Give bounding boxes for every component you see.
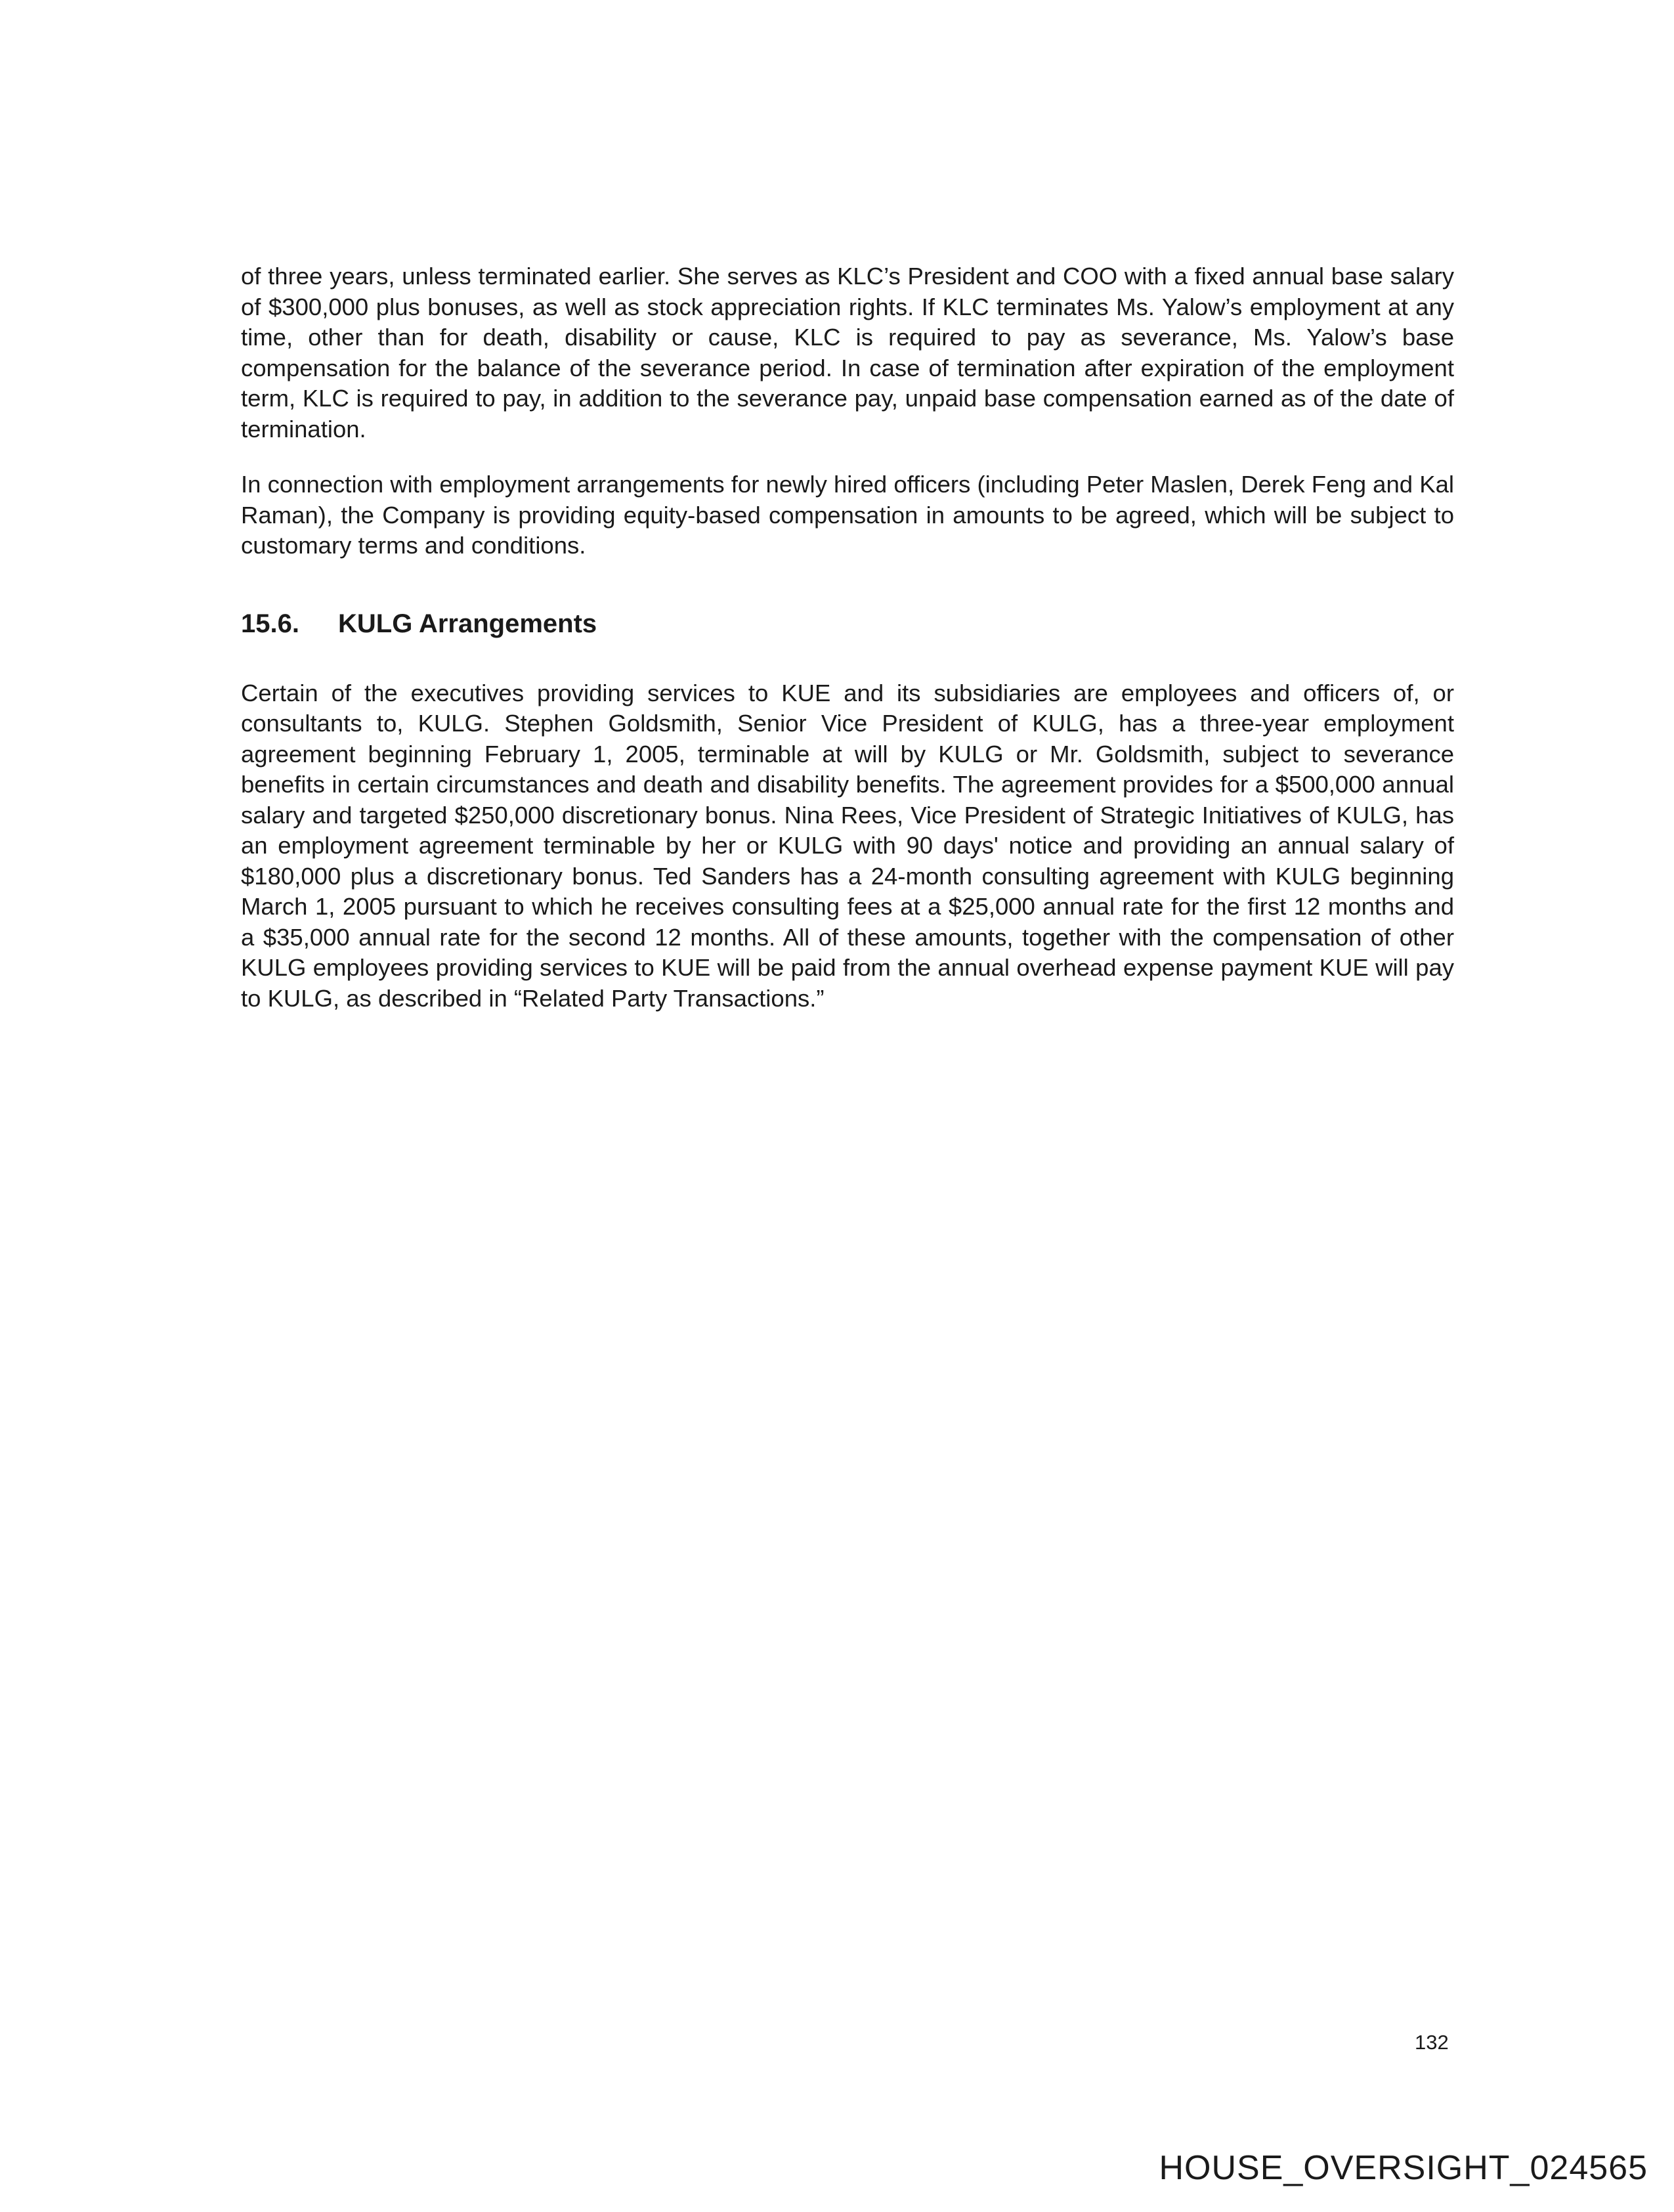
section-number: 15.6. — [241, 609, 299, 638]
section-heading — [241, 607, 1454, 640]
paragraph-kulg-arrangements: Certain of the executives providing services to KUE and its subsidiaries are employees and officers of, or consultants to, KULG. Stephen Goldsmith, Senior Vice President of KULG, has a three-year employment agreement beginning February 1, 2005, terminable at will by KULG or Mr. Goldsmith, subject to severance benefits in certain circumstances and death and disability benefits. The agreement provides for a $500,000 annual salary and targeted $250,000 discretionary bonus. Nina Rees, Vice President of Strategic Initiatives of KULG, has an employment agreement terminable by her or KULG with 90 days' notice and providing an annual salary of $180,000 plus a discretionary bonus. Ted Sanders has a 24-month consulting agreement with KULG beginning March 1, 2005 pursuant to which he receives consulting fees at a $25,000 annual rate for the first 12 months and a $35,000 annual rate for the second 12 months. All of these amounts, together with the compensation of other KULG employees providing services to KUE will be paid from the annual overhead expense payment KUE will pay to KULG, as described in “Related Party Transactions.” — [241, 679, 1454, 1012]
page-body — [241, 261, 1454, 1014]
paragraph-new-officers: In connection with employment arrangements for newly hired officers (including Peter Maslen, Derek Feng and Kal Raman), the Company is providing equity-based compensation in amounts to be agreed, which will be subject to customary terms and conditions. — [241, 471, 1454, 559]
page-number: 132 — [1415, 2031, 1449, 2054]
paragraph-yalow-employment: of three years, unless terminated earlier. She serves as KLC’s President and COO with a fixed annual base salary of $300,000 plus bonuses, as well as stock appreciation rights. If KLC terminates Ms. Yalow’s employment at any time, other than for death, disability or cause, KLC is required to pay as severance, Ms. Yalow’s base compensation for the balance of the severance period. In case of termination after expiration of the employment term, KLC is required to pay, in addition to the severance pay, unpaid base compensation earned as of the date of termination. — [241, 263, 1454, 443]
bates-number: HOUSE_OVERSIGHT_024565 — [1159, 2149, 1648, 2187]
section-title: KULG Arrangements — [338, 609, 597, 638]
